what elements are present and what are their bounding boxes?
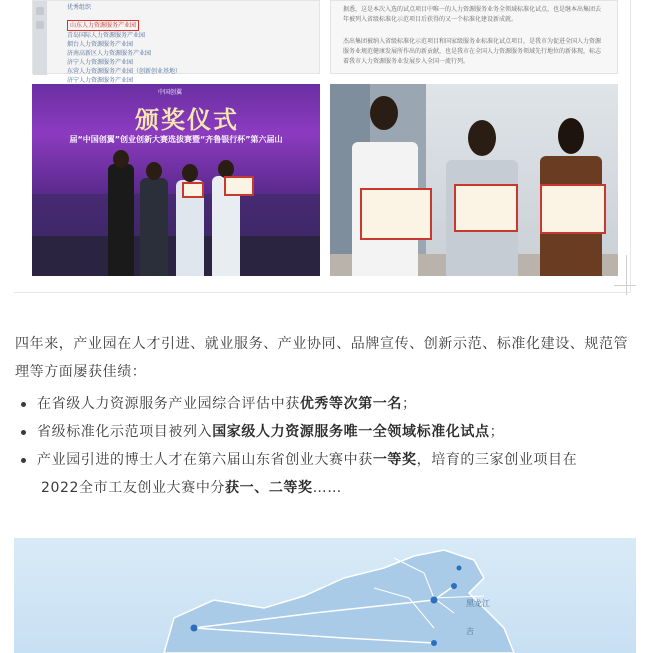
item-emphasis: 获一、二等奖 [225, 480, 313, 496]
map-graphic [14, 538, 636, 653]
doc-line: 优秀组织 [67, 4, 92, 11]
list-item [15, 390, 635, 418]
person-head [113, 150, 129, 168]
person-head [370, 96, 398, 130]
person-figure [140, 178, 168, 276]
document-excerpt-left [32, 0, 320, 84]
certificate-group-photo [330, 84, 618, 276]
doc-line: 东营人力资源服务产业园（创新创业基地） [67, 68, 182, 75]
doc-sidebar [33, 1, 47, 75]
ceremony-logo: 中国创翼 [158, 89, 183, 96]
item-text: ，培育的三家创业项目在 [416, 452, 578, 468]
item-emphasis: 国家级人力资源服务唯一全领域标准化试点 [212, 424, 490, 440]
item-text: …… [312, 480, 342, 496]
certificate [454, 184, 518, 232]
item-text: 在省级人力资源服务产业园综合评估中获 [37, 396, 300, 412]
doc-lines [67, 3, 181, 85]
item-emphasis: 一等奖 [372, 452, 417, 468]
doc-paragraph: 杰出集团被纳入省级标准化示范项目和国家级服务业标准化试点项目，是我市为促进全国人力资源服务业规范健康发展所作出的新贡献，也是我市在全国人力资源服务领域先行地位的新体现，标志着我市人力资源服务业发展步入全国一流行列。 [343, 38, 602, 65]
certificate [360, 188, 432, 240]
map-pin-icon [431, 597, 438, 604]
doc-line: 烟台人力资源服务产业园 [67, 41, 134, 48]
ceremony-subtitle: 届“中国创翼”创业创新大赛选拔赛暨“齐鲁银行杯”第六届山 [69, 135, 283, 144]
doc-paragraph: 据悉，这是本次入选的试点项目中唯一的人力资源服务业务全领域标准化试点，也是继本出集团去年被列入省级标准化示范项目后获得的又一个标准化建设新成就。 [343, 6, 602, 23]
map-label: 吉 [466, 627, 474, 636]
certificate [224, 176, 254, 196]
china-map-image [14, 538, 636, 653]
intro-paragraph: 四年来，产业园在人才引进、就业服务、产业协同、品牌宣传、创新示范、标准化建设、规范管理等方面屡获佳绩： [15, 336, 629, 380]
map-pin-icon [191, 625, 198, 632]
doc-icon [36, 7, 44, 15]
map-label: 黑龙江 [466, 599, 490, 608]
decorative-line [626, 255, 627, 295]
item-text: 省级标准化示范项目被列入 [37, 424, 213, 440]
doc-icon [36, 21, 44, 29]
certificate [540, 184, 606, 234]
ceremony-title: 颁奖仪式 [135, 105, 239, 134]
certificate [182, 182, 204, 198]
doc-line: 济宁人力资源服务产业园 [67, 77, 134, 84]
document-excerpt-right [330, 0, 618, 74]
map-pin-icon [451, 583, 457, 589]
item-text: ； [402, 396, 417, 412]
item-text: ； [489, 424, 505, 440]
doc-line: 青岛国际人力资源服务产业园 [67, 32, 146, 39]
list-item [15, 446, 635, 502]
person-head [558, 118, 584, 154]
item-text: 2022全市工友创业大赛中分 [41, 480, 226, 496]
achievement-list [15, 390, 635, 502]
item-text: 产业园引进的博士人才在第六届山东省创业大赛中获 [37, 452, 373, 468]
doc-line: 济南高新区人力资源服务产业园 [67, 50, 152, 57]
doc-line: 济宁人力资源服务产业园 [67, 59, 134, 66]
person-head [468, 120, 496, 156]
map-pin-icon [457, 566, 462, 571]
person-head [182, 164, 198, 182]
doc-line-highlighted: 山东人力资源服务产业园 [67, 20, 139, 31]
decorative-line [614, 285, 636, 286]
award-ceremony-photo [32, 84, 320, 276]
item-emphasis: 优秀等次第一名 [299, 396, 403, 412]
item-continuation [37, 474, 635, 502]
person-figure [108, 164, 134, 276]
person-head [146, 162, 162, 180]
map-pin-icon [431, 640, 437, 646]
list-item [15, 418, 635, 446]
